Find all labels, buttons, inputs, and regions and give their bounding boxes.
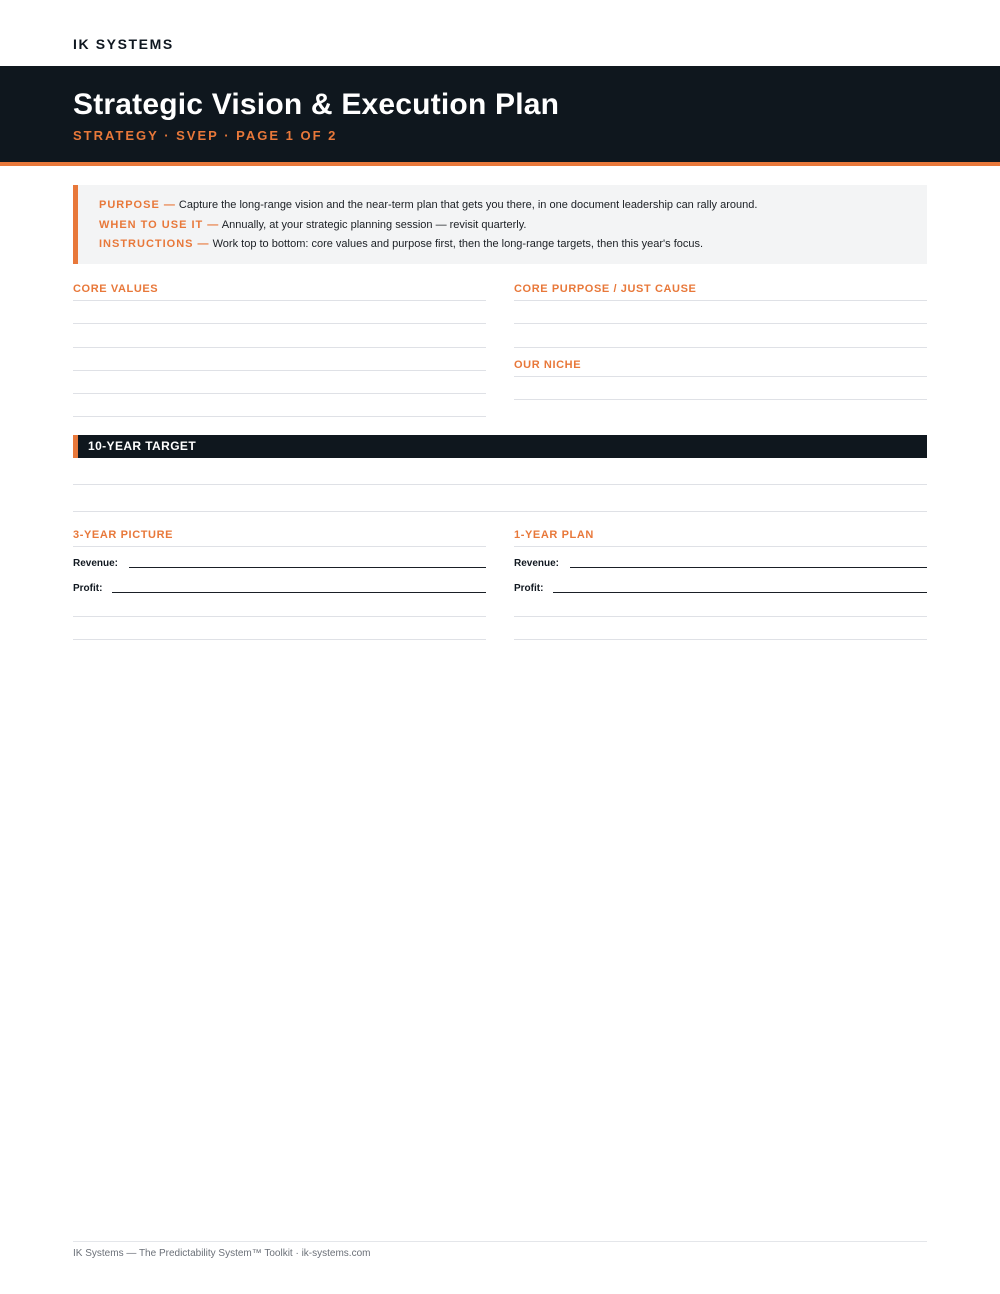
one-year-line[interactable] (514, 639, 927, 640)
our-niche-heading: OUR NICHE (514, 359, 582, 371)
ten-year-target-heading: 10-YEAR TARGET (88, 439, 197, 453)
core-values-line[interactable] (73, 370, 486, 371)
three-year-revenue-field[interactable] (129, 567, 486, 568)
three-year-revenue-label: Revenue: (73, 558, 119, 569)
one-year-line[interactable] (514, 616, 927, 617)
brand-name: IK SYSTEMS (73, 36, 174, 52)
core-values-line[interactable] (73, 347, 486, 348)
one-year-revenue-field[interactable] (570, 567, 927, 568)
instructions-text: Work top to bottom: core values and purpose first, then the long-range targets, then this year's focus. (212, 238, 704, 251)
one-year-profit-label: Profit: (514, 583, 544, 594)
three-year-line[interactable] (73, 616, 486, 617)
core-purpose-line[interactable] (514, 323, 927, 324)
core-purpose-rule (514, 300, 927, 301)
when-text: Annually, at your strategic planning session — revisit quarterly. (221, 218, 527, 231)
one-year-rule (514, 546, 927, 547)
one-year-profit-field[interactable] (553, 592, 927, 593)
info-panel (73, 185, 927, 264)
footer-divider (73, 1241, 927, 1242)
purpose-row (99, 196, 927, 216)
when-label: WHEN TO USE IT — (99, 218, 220, 231)
our-niche-line[interactable] (514, 399, 927, 400)
core-values-line[interactable] (73, 323, 486, 324)
core-values-rule (73, 300, 486, 301)
ten-year-line[interactable] (73, 511, 927, 512)
core-values-line[interactable] (73, 393, 486, 394)
instructions-row (99, 235, 927, 255)
one-year-heading: 1-YEAR PLAN (514, 529, 594, 541)
page-footer: IK Systems — The Predictability System™ Toolkit · ik-systems.com (73, 1248, 371, 1259)
three-year-heading: 3-YEAR PICTURE (73, 529, 174, 541)
purpose-label: PURPOSE — (99, 199, 176, 211)
core-values-line[interactable] (73, 416, 486, 417)
page-title: Strategic Vision & Execution Plan (73, 88, 560, 121)
when-row (99, 216, 927, 236)
core-purpose-line[interactable] (514, 347, 927, 348)
instructions-label: INSTRUCTIONS — (99, 238, 210, 251)
page-subtitle: STRATEGY · SVEP · PAGE 1 OF 2 (73, 128, 338, 143)
three-year-line[interactable] (73, 639, 486, 640)
core-values-heading: CORE VALUES (73, 283, 159, 295)
one-year-revenue-label: Revenue: (514, 558, 560, 569)
three-year-profit-label: Profit: (73, 583, 103, 594)
ten-year-line[interactable] (73, 484, 927, 485)
core-purpose-heading: CORE PURPOSE / JUST CAUSE (514, 283, 697, 295)
purpose-text: Capture the long-range vision and the near-term plan that gets you there, in one document leadership can rally around. (178, 199, 758, 211)
ten-year-target-band (73, 435, 927, 458)
header-accent-bar (0, 162, 1000, 166)
three-year-profit-field[interactable] (112, 592, 486, 593)
our-niche-rule (514, 376, 927, 377)
three-year-rule (73, 546, 486, 547)
